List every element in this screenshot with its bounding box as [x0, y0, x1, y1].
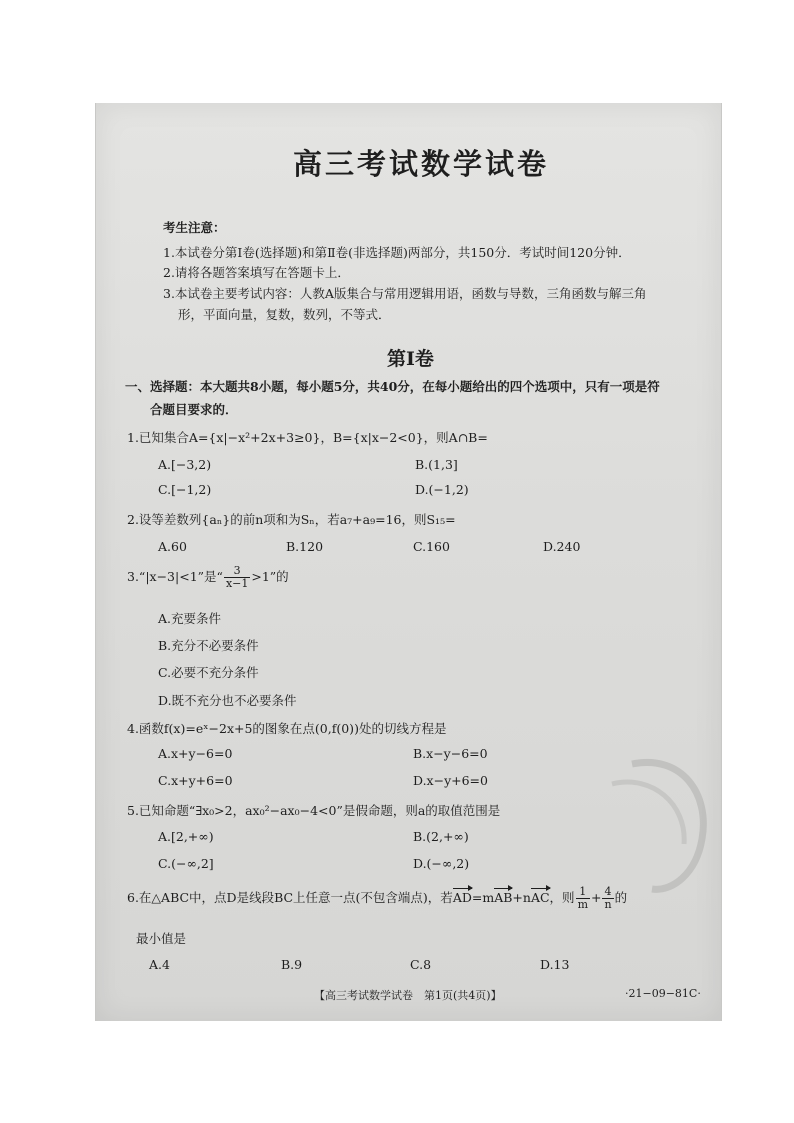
question-2-option-a: A.60 — [158, 539, 187, 554]
question-5-option-d: D.(−∞,2) — [413, 856, 470, 871]
question-3-fraction-numerator: 3 — [224, 565, 250, 578]
question-1-stem: 1.已知集合A={x|−x²+2x+3≥0}，B={x|x−2<0}，则A∩B= — [127, 430, 488, 445]
question-5-stem: 5.已知命题“∃x₀>2，ax₀²−ax₀−4<0”是假命题，则a的取值范围是 — [127, 803, 501, 818]
question-3-option-a: A.充要条件 — [158, 611, 222, 626]
notice-heading: 考生注意： — [163, 220, 226, 235]
notice-item-2: 2.请将各题答案填写在答题卡上． — [163, 265, 350, 280]
question-3-option-d: D.既不充分也不必要条件 — [158, 693, 297, 708]
question-6-fraction-2-denominator: n — [604, 898, 612, 911]
question-3-stem-suffix: >1”的 — [251, 569, 289, 584]
section-intro-cont: 合题目要求的． — [150, 402, 238, 417]
question-4-option-c: C.x+y+6=0 — [158, 773, 233, 788]
vector-ad: AD — [452, 890, 472, 905]
question-6-plus: + — [591, 890, 602, 905]
notice-item-3: 3.本试卷主要考试内容：人教A版集合与常用逻辑用语，函数与导数，三角函数与解三角 — [163, 286, 647, 301]
question-5-option-b: B.(2,+∞) — [413, 829, 469, 844]
notice-item-3-cont: 形，平面向量，复数，数列，不等式． — [178, 307, 391, 322]
notice-item-1: 1.本试卷分第Ⅰ卷(选择题)和第Ⅱ卷(非选择题)两部分，共150分．考试时间120分钟． — [163, 245, 631, 260]
question-6-eq1: =m — [471, 890, 495, 905]
question-6-option-a: A.4 — [149, 957, 170, 972]
question-6-stem-line2: 最小值是 — [136, 931, 187, 946]
page-code: ·21−09−81C· — [625, 987, 701, 1000]
question-6-option-d: D.13 — [540, 957, 570, 972]
question-2-option-b: B.120 — [286, 539, 324, 554]
question-3-fraction-denominator: x−1 — [225, 577, 249, 590]
question-2-option-d: D.240 — [543, 539, 581, 554]
question-1-option-c: C.[−1,2) — [158, 482, 212, 497]
question-2-stem: 2.设等差数列{aₙ}的前n项和为Sₙ，若a₇+a₉=16，则S₁₅= — [127, 512, 456, 527]
question-6-stem-a: 6.在△ABC中，点D是线段BC上任意一点(不包含端点)，若 — [127, 890, 453, 905]
page-footer: 【高三考试数学试卷 第1页(共4页)】 — [314, 989, 502, 1002]
question-5-option-a: A.[2,+∞) — [158, 829, 214, 844]
bleed-through-mark — [592, 744, 712, 894]
question-6-eq3: ，则 — [549, 890, 575, 905]
question-3-fraction — [224, 565, 250, 590]
question-4-option-d: D.x−y+6=0 — [413, 773, 488, 788]
question-6-eq2: +n — [512, 890, 531, 905]
vector-ab: AB — [494, 890, 513, 905]
question-6-option-c: C.8 — [410, 957, 432, 972]
question-3-option-b: B.充分不必要条件 — [158, 638, 259, 653]
question-6-option-b: B.9 — [281, 957, 303, 972]
question-3-stem — [127, 565, 289, 590]
question-1-option-a: A.[−3,2) — [158, 457, 212, 472]
question-1-option-d: D.(−1,2) — [415, 482, 469, 497]
question-4-option-b: B.x−y−6=0 — [413, 746, 488, 761]
question-3-stem-prefix: 3.“|x−3|<1”是“ — [127, 569, 223, 584]
section-title: 第Ⅰ卷 — [387, 348, 434, 370]
question-6-stem-end: 的 — [614, 890, 628, 905]
question-6-fraction-1-denominator: m — [577, 898, 588, 911]
page-title: 高三考试数学试卷 — [293, 147, 550, 181]
question-1-option-b: B.(1,3] — [415, 457, 458, 472]
question-6-fraction-1-numerator: 1 — [576, 886, 590, 899]
question-4-option-a: A.x+y−6=0 — [158, 746, 233, 761]
question-6-stem — [127, 886, 627, 911]
section-intro: 一、选择题：本大题共8小题，每小题5分，共40分，在每小题给出的四个选项中，只有一项是符 — [125, 379, 660, 394]
question-2-option-c: C.160 — [413, 539, 450, 554]
question-3-option-c: C.必要不充分条件 — [158, 665, 259, 680]
question-6-fraction-1 — [576, 886, 590, 911]
question-5-option-c: C.(−∞,2] — [158, 856, 214, 871]
question-6-fraction-2-numerator: 4 — [602, 886, 613, 899]
question-4-stem: 4.函数f(x)=eˣ−2x+5的图象在点(0,f(0))处的切线方程是 — [127, 721, 447, 736]
vector-ac: AC — [530, 890, 550, 905]
